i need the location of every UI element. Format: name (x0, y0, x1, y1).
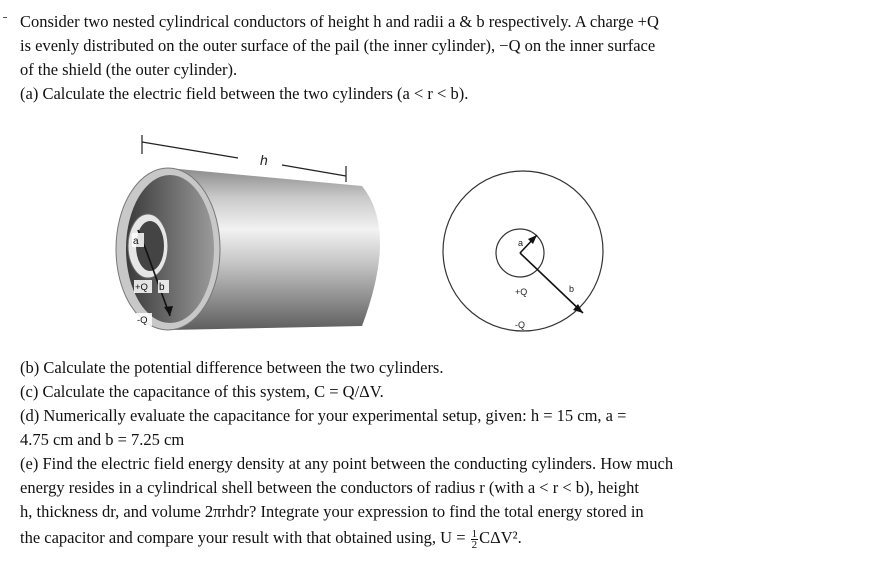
problem-intro (20, 10, 785, 106)
intro-line-2: is evenly distributed on the outer surface of the pail (the inner cylinder), −Q on the inner surface (20, 36, 656, 55)
end-label-a: a (518, 238, 524, 248)
side-label-minus-q: -Q (137, 315, 148, 326)
side-label-plus-q: +Q (135, 282, 148, 293)
intro-line-3: of the shield (the outer cylinder). (20, 60, 238, 79)
part-e-line-4-suffix: CΔV². (479, 528, 522, 547)
part-a: (a) Calculate the electric field between the two cylinders (a < r < b). (20, 84, 469, 103)
part-e-line-2: energy resides in a cylindrical shell between the conductors of radius r (with a < r < b), height (20, 478, 639, 497)
capacitor-figure (20, 118, 620, 348)
part-c: (c) Calculate the capacitance of this system, C = Q/ΔV. (20, 382, 384, 401)
end-label-minus-q: -Q (515, 320, 525, 330)
end-label-plus-q: +Q (515, 287, 528, 297)
list-marker (3, 17, 7, 22)
fraction-denominator: 2 (471, 538, 478, 551)
part-b: (b) Calculate the potential difference between the two cylinders. (20, 358, 444, 377)
side-label-b: b (159, 282, 165, 293)
part-e-line-4-prefix: the capacitor and compare your result with that obtained using, U = (20, 528, 470, 547)
part-e-line-1: (e) Find the electric field energy density at any point between the conducting cylinders. How much (20, 454, 674, 473)
one-half-fraction (471, 529, 479, 550)
part-e-line-4 (20, 526, 785, 550)
part-d-line-1: (d) Numerically evaluate the capacitance for your experimental setup, given: h = 15 cm, a = (20, 406, 627, 425)
problem-parts (20, 356, 785, 550)
cylinder-diagram (20, 118, 620, 343)
intro-line-1: Consider two nested cylindrical conductors of height h and radii a & b respectively. A charge +Q (20, 12, 659, 31)
end-view (443, 171, 603, 331)
end-radius-b (520, 253, 583, 313)
part-d-line-2: 4.75 cm and b = 7.25 cm (20, 430, 185, 449)
fraction-numerator: 1 (471, 527, 478, 540)
height-label: h (260, 152, 268, 168)
side-label-a: a (133, 236, 139, 247)
part-e-line-3: h, thickness dr, and volume 2πrhdr? Integrate your expression to find the total energy stored in (20, 502, 644, 521)
end-label-b: b (569, 284, 575, 294)
